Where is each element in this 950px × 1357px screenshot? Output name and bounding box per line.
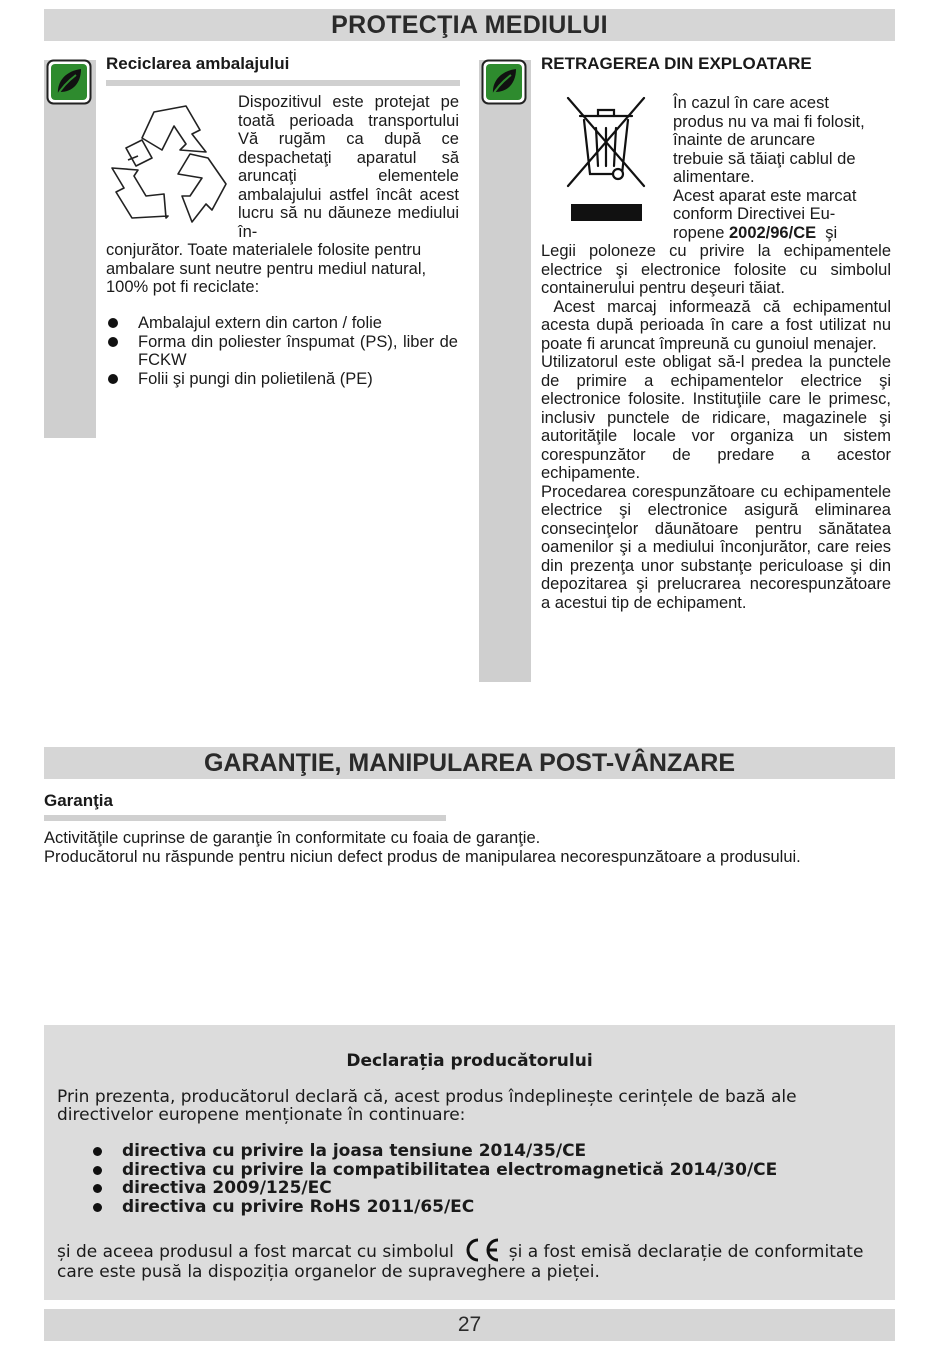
- warranty-text: [44, 829, 904, 866]
- warranty-line: Activităţile cuprinse de garanţie în conformitate cu foaia de garanţie.: [44, 829, 541, 847]
- page-number: 27: [457, 1313, 482, 1336]
- crossed-bin-icon: [566, 94, 646, 222]
- leaf-icon: [481, 59, 527, 105]
- packaging-material-list: [106, 314, 458, 388]
- bullet-icon: [108, 318, 118, 328]
- disposal-paragraph: Utilizatorul este obligat să-l predea la punctele de primire a echipamentelor electrice şi electronice folosite. Instituţiile care le primesc, inclusiv punctele de ridicare, magazinele şi autorităţile locale vor organiza un sistem corespunzător de predare a acestor echipamente.: [541, 353, 891, 482]
- directive-list: [90, 1142, 777, 1216]
- directive-code: 2002/96/CE: [728, 223, 817, 242]
- bullet-icon: [93, 1166, 102, 1175]
- recycle-icon: [108, 100, 236, 224]
- right-margin-bar: [479, 60, 531, 682]
- warranty-heading: Garanţia: [44, 791, 113, 810]
- heading-rule: [44, 815, 446, 821]
- recycling-paragraph-side: Dispozitivul este protejat pe toată perioada transportului Vă rugăm ca după ce despachetaţi aparatul să aruncaţi elementele ambalajului astfel încât acest lucru să nu dăuneze mediului în-: [238, 93, 459, 241]
- section-title: PROTECŢIA MEDIULUI: [331, 11, 608, 39]
- list-item: directiva cu privire la compatibilitatea electromagnetică 2014/30/CE: [90, 1161, 777, 1180]
- warranty-title: GARANŢIE, MANIPULAREA POST-VÂNZARE: [203, 749, 736, 777]
- list-item: Forma din poliester înspumat (PS), liber de FCKW: [106, 333, 458, 370]
- bullet-icon: [93, 1203, 102, 1212]
- ce-mark-icon: [461, 1237, 501, 1263]
- left-margin-bar: [44, 60, 96, 438]
- declaration-box: [44, 1025, 895, 1300]
- recycling-paragraph-full: conjurător. Toate materialele folosite pentru ambalare sunt neutre pentru mediul natural, 100% pot fi reciclate:: [106, 241, 427, 296]
- warranty-line: Producătorul nu răspunde pentru niciun defect produs de manipularea necorespunzătoare a produsului.: [44, 847, 801, 866]
- bullet-icon: [108, 337, 118, 347]
- disposal-paragraph: Legii poloneze cu privire la echipamentele electrice şi electronice folosite cu simbolul containerului pentru deşeuri tăiat.: [541, 242, 891, 297]
- bullet-icon: [108, 374, 118, 384]
- bullet-icon: [93, 1184, 102, 1193]
- declaration-closing: și de aceea produsul a fost marcat cu simbolul și a fost emisă declarație de conformitate care este pusă la dispoziția organelor de supraveghere a pieței.: [57, 1237, 879, 1281]
- bullet-icon: [93, 1147, 102, 1156]
- disposal-body-text: [541, 242, 896, 612]
- warranty-title-band: [44, 747, 895, 779]
- disposal-paragraph: Acest marcaj informează că echipamentul acesta după perioada în care a fost utilizat nu poate fi aruncat împreună cu gunoiul menajer.: [541, 297, 896, 353]
- recycling-heading: Reciclarea ambalajului: [106, 54, 290, 73]
- list-item: Folii şi pungi din polietilenă (PE): [106, 370, 458, 389]
- section-title-band: [44, 9, 895, 41]
- declaration-intro: Prin prezenta, producătorul declară că, acest produs îndeplinește cerințele de bază ale directivelor europene menționate în continuare:: [57, 1087, 797, 1125]
- list-item: directiva cu privire la joasa tensiune 2014/35/CE: [90, 1142, 777, 1161]
- list-item: Ambalajul extern din carton / folie: [106, 314, 458, 333]
- disposal-side-text: În cazul în care acest produs nu va mai fi folosit, înainte de aruncare trebuie să tăiaţi cablul de alimentare. Acest aparat este marcat conform Directivei Eu- ropene 2002/96/CE şi: [673, 94, 865, 242]
- list-item: directiva cu privire RoHS 2011/65/EC: [90, 1198, 777, 1217]
- list-item: directiva 2009/125/EC: [90, 1179, 777, 1198]
- disposal-paragraph: Procedarea corespunzătoare cu echipamentele electrice şi electronice asigură eliminarea consecinţelor dăunătoare pentru sănătatea oamenilor şi a mediului înconjurător, care reies din prezenţa unor substanţe periculoase şi din depozitarea şi prelucrarea necorespunzătoare a acestui tip de echipament.: [541, 482, 891, 612]
- disposal-heading: RETRAGEREA DIN EXPLOATARE: [541, 54, 812, 73]
- footer-band: [44, 1309, 895, 1341]
- heading-rule: [106, 80, 460, 86]
- leaf-icon: [46, 59, 92, 105]
- declaration-title: Declarația producătorului: [346, 1051, 593, 1071]
